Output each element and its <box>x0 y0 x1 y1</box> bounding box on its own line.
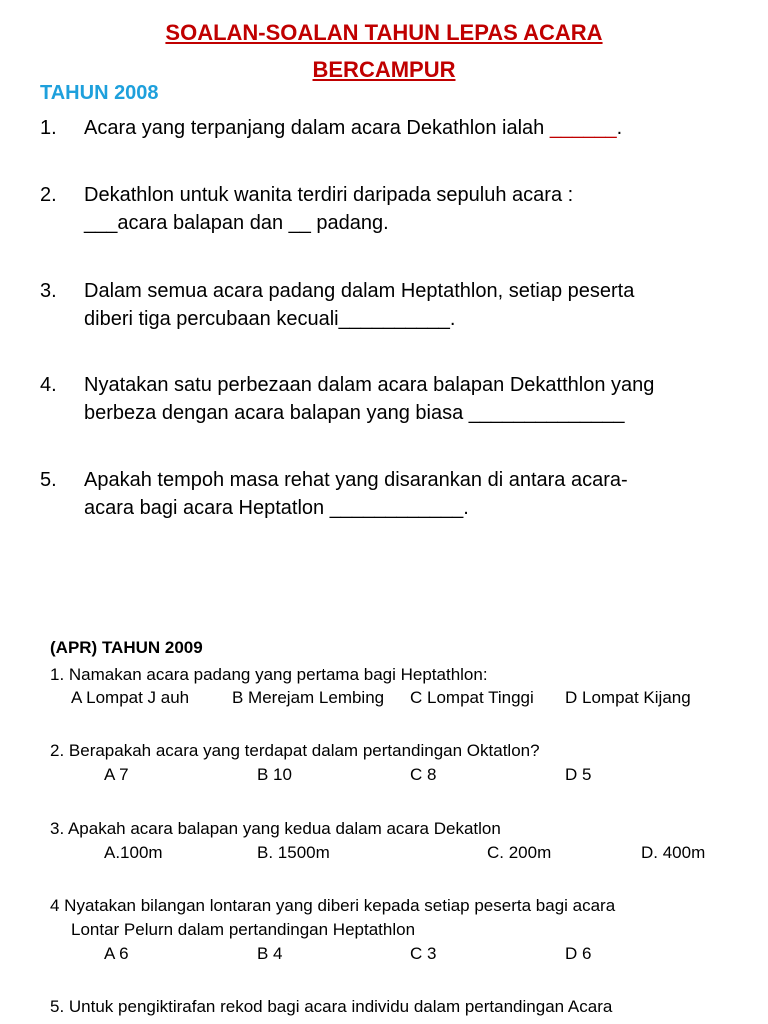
question-number: 4. <box>40 374 57 396</box>
option-a: A Lompat J auh <box>71 688 190 707</box>
option-d: D 5 <box>565 765 592 784</box>
question-line: acara bagi acara Heptatlon ____________. <box>84 497 469 519</box>
question-2009-4: 4 Nyatakan bilangan lontaran yang diberi kepada setiap peserta bagi acara <box>50 896 616 915</box>
answer-blank: ______ <box>549 117 617 139</box>
option-d: D Lompat Kijang <box>565 688 691 707</box>
option-b: B Merejam Lembing <box>232 688 385 707</box>
option-b: B. 1500m <box>257 843 330 862</box>
question-line: Nyatakan satu perbezaan dalam acara balapan Dekatthlon yang <box>84 374 655 396</box>
question-2009-5: 5. Untuk pengiktirafan rekod bagi acara individu dalam pertandingan Acara <box>50 997 613 1016</box>
question-number: 2. <box>40 184 57 206</box>
question-2008-3 <box>40 277 634 333</box>
option-b: B 10 <box>257 765 292 784</box>
option-a: A 7 <box>104 765 129 784</box>
question-line: Dekathlon untuk wanita terdiri daripada sepuluh acara : <box>84 184 574 206</box>
section-2009-heading: (APR) TAHUN 2009 <box>50 638 203 657</box>
section-2008-heading: TAHUN 2008 <box>40 82 159 104</box>
question-2008-2 <box>40 181 573 237</box>
question-2009-2: 2. Berapakah acara yang terdapat dalam pertandingan Oktatlon? <box>50 741 540 760</box>
question-2008-4 <box>40 371 654 427</box>
question-2009-3: 3. Apakah acara balapan yang kedua dalam acara Dekatlon <box>50 819 501 838</box>
question-number: 1. <box>40 117 57 139</box>
option-d: D. 400m <box>641 843 706 862</box>
question-number: 3. <box>40 280 57 302</box>
question-line: berbeza dengan acara balapan yang biasa ______________ <box>84 402 625 424</box>
option-a: A 6 <box>104 944 129 963</box>
question-2009-4-line-2: Lontar Pelurn dalam pertandingan Heptathlon <box>71 920 416 939</box>
question-number: 5. <box>40 469 57 491</box>
question-2009-1: 1. Namakan acara padang yang pertama bagi Heptathlon: <box>50 665 488 684</box>
title-line-1: SOALAN-SOALAN TAHUN LEPAS ACARA <box>165 20 603 45</box>
option-b: B 4 <box>257 944 283 963</box>
title-line-2: BERCAMPUR <box>312 57 456 82</box>
option-d: D 6 <box>565 944 592 963</box>
option-a: A.100m <box>104 843 163 862</box>
question-line: diberi tiga percubaan kecuali__________. <box>84 308 456 330</box>
option-c: C 8 <box>410 765 437 784</box>
option-c: C. 200m <box>487 843 552 862</box>
question-line: ___acara balapan dan __ padang. <box>84 212 389 234</box>
question-2008-5 <box>40 466 628 522</box>
question-end: . <box>616 117 623 139</box>
option-c: C 3 <box>410 944 437 963</box>
question-text: Acara yang terpanjang dalam acara Dekathlon ialah <box>84 117 550 139</box>
question-2008-1 <box>40 114 622 142</box>
question-line: Apakah tempoh masa rehat yang disarankan di antara acara- <box>84 469 628 491</box>
option-c: C Lompat Tinggi <box>410 688 534 707</box>
question-line: Dalam semua acara padang dalam Heptathlon, setiap peserta <box>84 280 635 302</box>
